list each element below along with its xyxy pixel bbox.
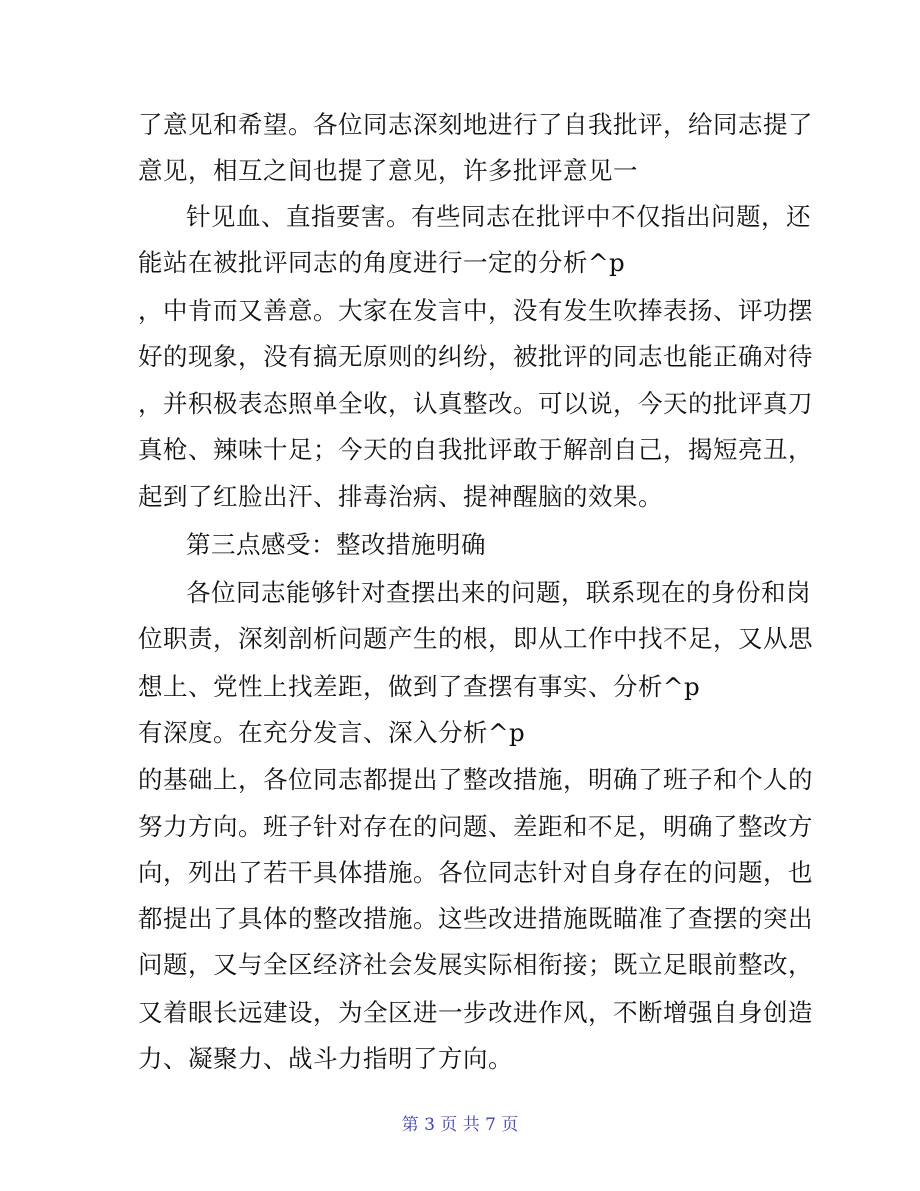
text-line: 各位同志能够针对查摆出来的问题，联系现在的身份和岗 — [186, 578, 811, 607]
text-line: 想上、党性上找差距，做到了查摆有事实、分析^p — [138, 672, 701, 701]
text-line: 都提出了具体的整改措施。这些改进措施既瞄准了查摆的突出 — [138, 904, 813, 933]
text-line: 问题，又与全区经济社会发展实际相衔接；既立足眼前整改， — [138, 950, 813, 979]
text-line: 努力方向。班子针对存在的问题、差距和不足，明确了整改方 — [138, 812, 813, 841]
text-line: 能站在被批评同志的角度进行一定的分析^p — [138, 248, 626, 277]
text-line: 好的现象，没有搞无原则的纠纷，被批评的同志也能正确对待 — [138, 342, 813, 371]
page-number-footer: 第 3 页 共 7 页 — [401, 1115, 519, 1135]
text-line: 有深度。在充分发言、深入分析^p — [138, 718, 526, 747]
text-line: 意见，相互之间也提了意见，许多批评意见一 — [138, 156, 638, 185]
text-line: 位职责，深刻剖析问题产生的根，即从工作中找不足，又从思 — [138, 624, 813, 653]
text-line: 向，列出了若干具体措施。各位同志针对自身存在的问题，也 — [138, 858, 813, 887]
section-heading: 第三点感受：整改措施明确 — [186, 530, 486, 559]
text-line: 又着眼长远建设，为全区进一步改进作风，不断增强自身创造 — [138, 998, 813, 1027]
text-line: 的基础上，各位同志都提出了整改措施，明确了班子和个人的 — [138, 765, 813, 794]
text-line: 针见血、直指要害。有些同志在批评中不仅指出问题，还 — [186, 202, 811, 231]
text-line: 力、凝聚力、战斗力指明了方向。 — [138, 1044, 513, 1073]
text-line: 了意见和希望。各位同志深刻地进行了自我批评，给同志提了 — [138, 110, 813, 139]
text-line: ，中肯而又善意。大家在发言中，没有发生吹捧表扬、评功摆 — [138, 296, 813, 325]
text-line: ，并积极表态照单全收，认真整改。可以说，今天的批评真刀 — [138, 389, 813, 418]
text-line: 真枪、辣味十足；今天的自我批评敢于解剖自己，揭短亮丑， — [138, 435, 813, 464]
text-line: 起到了红脸出汗、排毒治病、提神醒脑的效果。 — [138, 482, 663, 511]
